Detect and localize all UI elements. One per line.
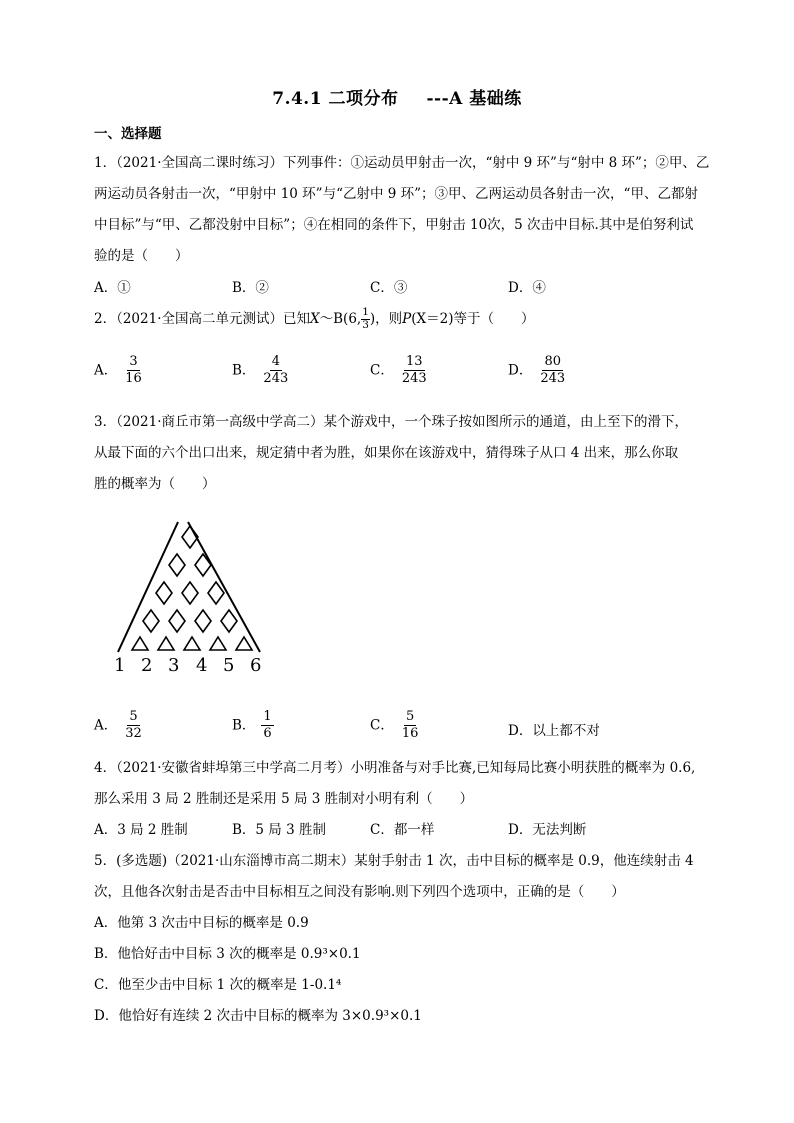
q2-option-d-label: D． xyxy=(508,362,533,379)
q2-stem xyxy=(94,307,535,332)
q2-option-b-den: 243 xyxy=(263,371,289,387)
exit-label: 5 xyxy=(223,655,235,676)
q2-options xyxy=(94,354,714,394)
triangle-pegs xyxy=(132,637,252,650)
q1-option-d: D．④ xyxy=(508,280,546,296)
q3-option-b-num: 1 xyxy=(261,709,273,726)
q2-option-a-den: 16 xyxy=(125,371,142,387)
peg-diamond xyxy=(195,610,211,632)
q3-option-a xyxy=(94,709,144,743)
bead-channel-figure xyxy=(110,520,270,680)
q2-option-a-fraction xyxy=(123,354,144,388)
q2-option-d-num: 80 xyxy=(542,354,563,371)
q1-line: 1．（2021·全国高二课时练习）下列事件：①运动员甲射击一次，“射中 9 环”与“射中 8 环”；②甲、乙 xyxy=(94,155,710,171)
q2-option-a xyxy=(94,354,144,388)
q5-option-d: D．他恰好有连续 2 次击中目标的概率为 3×0.9³×0.1 xyxy=(94,1008,422,1024)
q1-option-a: A．① xyxy=(94,280,131,296)
q1-line: 中目标”与“甲、乙都没射中目标”；④在相同的条件下，甲射击 10次，5 次击中目标.其中是伯努利试 xyxy=(94,217,694,233)
q2-option-b-num: 4 xyxy=(270,354,282,371)
q2-param-fraction xyxy=(361,307,370,331)
q2-suffix: 等于（ ） xyxy=(453,311,535,327)
q4-line: 那么采用 3 局 2 胜制还是采用 5 局 3 胜制对小明有利（ ） xyxy=(94,791,474,807)
q5-line: 5．(多选题)（2021·山东淄博市高二期末）某射手射击 1 次，击中目标的概率是 0.9，他连续射击 4 xyxy=(94,853,694,869)
peg-triangle xyxy=(158,637,174,650)
q3-option-c-den: 16 xyxy=(401,726,419,742)
q4-option-d: D．无法判断 xyxy=(508,822,587,838)
q3-option-a-den: 32 xyxy=(125,726,142,742)
right-wall xyxy=(188,522,260,652)
peg-diamond xyxy=(182,582,198,604)
q4-option-a: A．3 局 2 胜制 xyxy=(94,822,188,838)
q1-options xyxy=(94,276,714,306)
q3-option-b-label: B． xyxy=(232,717,256,734)
q1-line: 两运动员各射击一次，“甲射中 10 环”与“乙射中 9 环”；③甲、乙两运动员各射击一次，“甲、乙都射 xyxy=(94,186,698,202)
q2-option-b-fraction xyxy=(261,354,290,388)
q2-var-x: X xyxy=(310,311,320,327)
q2-param-den: 3 xyxy=(362,319,369,331)
title-sub: ---A 基础练 xyxy=(426,89,522,109)
q2-option-b xyxy=(232,354,290,388)
exit-label: 3 xyxy=(168,655,180,676)
q3-option-d: D．以上都不对 xyxy=(508,723,600,739)
peg-diamond xyxy=(169,554,185,576)
q2-param-num: 1 xyxy=(362,306,369,319)
q2-close: )，则 xyxy=(369,311,403,327)
q2-option-c-den: 243 xyxy=(401,371,427,387)
q3-option-c-label: C． xyxy=(370,717,394,734)
q3-option-b-fraction xyxy=(261,709,273,743)
exit-label: 1 xyxy=(114,655,126,676)
exit-label: 6 xyxy=(250,655,262,676)
peg-triangle xyxy=(236,637,252,650)
q2-open: (6, xyxy=(343,311,362,327)
peg-diamond xyxy=(156,582,172,604)
peg-diamond xyxy=(169,610,185,632)
q5-option-a: A．他第 3 次击中目标的概率是 0.9 xyxy=(94,915,309,931)
q4-option-c: C．都一样 xyxy=(370,822,435,838)
q2-option-b-label: B． xyxy=(232,362,256,379)
q2-option-c xyxy=(370,354,429,388)
page-title xyxy=(0,84,794,109)
q3-options xyxy=(94,709,714,749)
q3-line: 3．（2021·商丘市第一高级中学高二）某个游戏中，一个珠子按如图所示的通道，由上至下的滑下， xyxy=(94,414,688,430)
exit-label: 4 xyxy=(196,655,208,676)
q3-option-c-num: 5 xyxy=(404,709,416,726)
q2-dist: ～B xyxy=(319,311,344,327)
q5-option-b: B．他恰好击中目标 3 次的概率是 0.9³×0.1 xyxy=(94,946,361,962)
q3-line: 从最下面的六个出口出来，规定猜中者为胜，如果你在该游戏中，猜得珠子从口 4 出来，那么你取 xyxy=(94,445,679,461)
q2-option-a-label: A． xyxy=(94,362,118,379)
title-main: 7.4.1 二项分布 xyxy=(272,89,399,109)
q4-option-b: B．5 局 3 胜制 xyxy=(232,822,326,838)
q3-line: 胜的概率为（ ） xyxy=(94,476,216,492)
q2-option-c-label: C． xyxy=(370,362,394,379)
q3-option-a-label: A． xyxy=(94,717,118,734)
exit-label: 2 xyxy=(141,655,153,676)
left-wall xyxy=(118,522,178,652)
peg-diamond xyxy=(143,610,159,632)
peg-diamond xyxy=(221,610,237,632)
q1-option-b: B．② xyxy=(232,280,269,296)
q1-line: 验的是（ ） xyxy=(94,248,189,264)
q5-option-c: C．他至少击中目标 1 次的概率是 1-0.1⁴ xyxy=(94,977,342,993)
galton-board-diagram xyxy=(110,520,270,660)
q4-options xyxy=(94,818,714,848)
q2-option-c-fraction xyxy=(400,354,429,388)
q3-option-a-num: 5 xyxy=(127,709,139,726)
q2-event: (X＝2) xyxy=(411,311,454,327)
diamond-pegs xyxy=(143,526,237,632)
q2-option-d xyxy=(508,354,567,388)
q2-option-d-fraction xyxy=(538,354,567,388)
q5-line: 次，且他各次射击是否击中目标相互之间没有影响.则下列四个选项中，正确的是（ ） xyxy=(94,884,625,900)
q4-line: 4．（2021·安徽省蚌埠第三中学高二月考）小明准备与对手比赛,已知每局比赛小明获胜的概率为 0.6, xyxy=(94,760,696,776)
section-heading: 一、选择题 xyxy=(94,126,162,142)
q2-option-d-den: 243 xyxy=(540,371,566,387)
q2-option-a-num: 3 xyxy=(127,354,139,371)
q2-prefix: 2．（2021·全国高二单元测试）已知 xyxy=(94,311,310,327)
q3-option-b-den: 6 xyxy=(263,726,272,742)
q3-option-c xyxy=(370,709,420,743)
q3-option-b xyxy=(232,709,274,743)
peg-diamond xyxy=(208,582,224,604)
peg-triangle xyxy=(184,637,200,650)
q1-option-c: C．③ xyxy=(370,280,408,296)
q2-var-p: P xyxy=(402,311,412,327)
peg-triangle xyxy=(132,637,148,650)
q3-option-a-fraction xyxy=(123,709,144,743)
q2-option-c-num: 13 xyxy=(404,354,425,371)
q3-option-c-fraction xyxy=(400,709,421,743)
peg-triangle xyxy=(210,637,226,650)
